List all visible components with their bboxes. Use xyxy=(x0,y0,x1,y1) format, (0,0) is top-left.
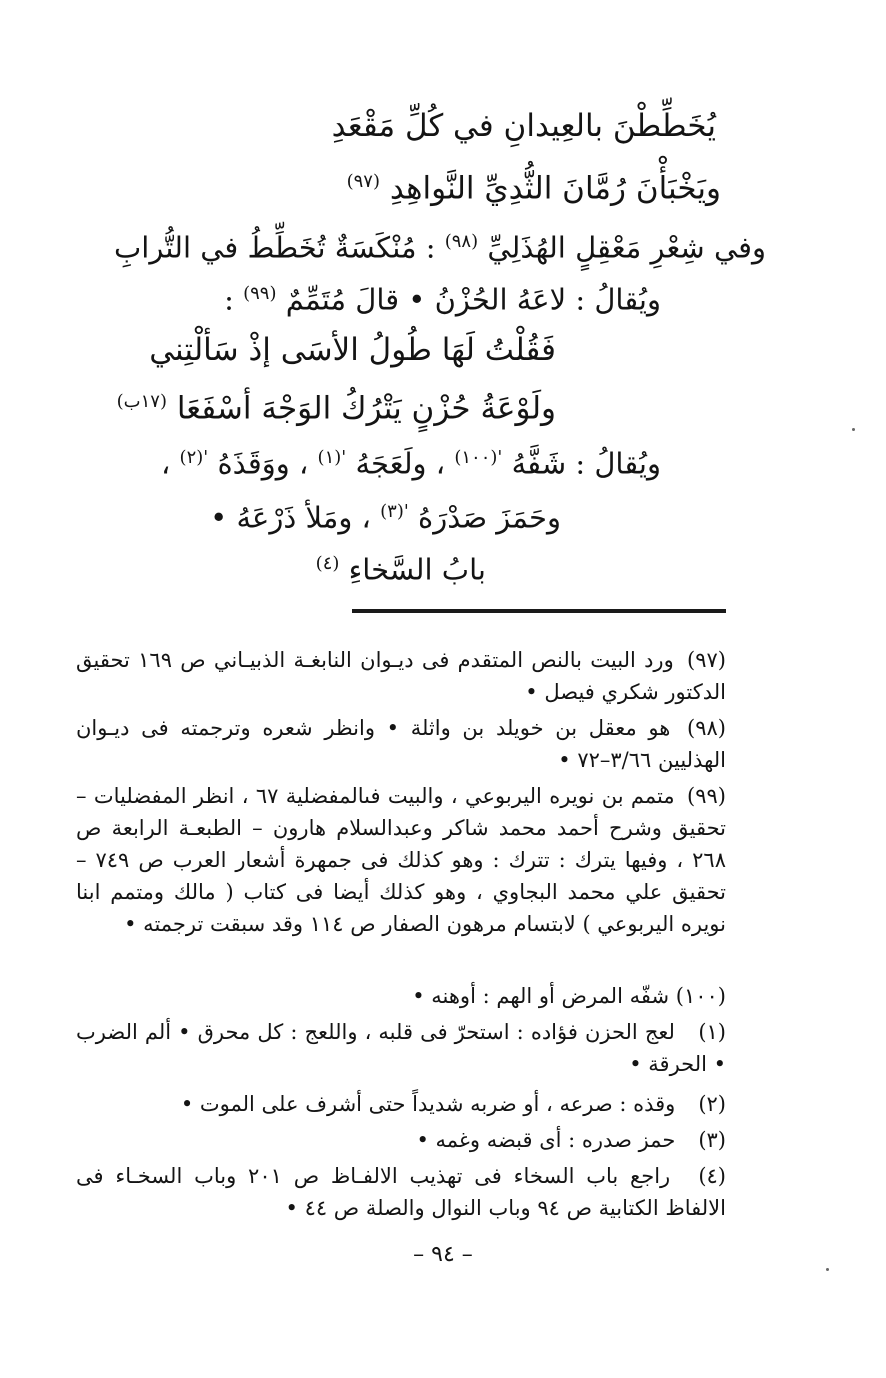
verse-text: ، xyxy=(160,446,171,481)
verse-text: : مُنْكَسَةٌ تُخَطِّطُ في التُّرابِ xyxy=(114,230,436,265)
page-number: – ٩٤ – xyxy=(413,1242,473,1267)
footnote-ref: (٩٨) xyxy=(444,231,479,252)
footnote-ref: (١٧ب) xyxy=(116,391,167,412)
footnote-ref: (٤) xyxy=(315,553,340,574)
scan-speck xyxy=(852,428,855,431)
verse-line-2 xyxy=(347,160,721,210)
verse-text: وحَمَزَ صَدْرَهُ xyxy=(418,500,561,535)
verse-text: يُخَطِّطْنَ بالعِيدانِ في كُلِّ مَقْعَدِ xyxy=(331,108,716,144)
footnote-number: (١٠٠) xyxy=(675,984,726,1008)
footnote-text: لعج الحزن فؤاده : استحرّ فى قلبه ، واللعج : كل محرق • ألم الضرب • الحرقة • xyxy=(76,1020,726,1076)
footnote-number: (٩٧) xyxy=(687,648,726,672)
footnote-ref: (٩٧) xyxy=(346,171,380,192)
footnote-number: (١) xyxy=(698,1020,726,1044)
verse-text: ، ولَعَجَهُ xyxy=(355,446,446,481)
verse-line-6 xyxy=(117,380,556,430)
verse-text: ويُقالُ : شَفَّهُ xyxy=(511,446,661,481)
verse-text: : xyxy=(224,282,234,317)
footnote-number: (٣) xyxy=(698,1128,726,1152)
footnote-text: راجع باب السخاء فى تهذيب الالفـاظ ص ٢٠١ وباب السخـاء فى الالفاظ الكتابية ص ٩٤ وباب النوال والصلة ص ٤٤ • xyxy=(76,1164,726,1220)
verse-text: ويَخْبَأْنَ رُمَّانَ الثُّدِيِّ النَّواهِدِ xyxy=(389,170,721,207)
verse-line-1 xyxy=(332,104,716,148)
footnote-text: هو معقل بن خويلد بن واثلة • وانظر شعره وترجمته فى ديـوان الهذليين ٣/٦٦–٧٢ • xyxy=(76,716,726,772)
verse-text: ، ووَقَذَهُ xyxy=(217,446,309,481)
verse-text: ، ومَلأ ذَرْعَهُ • xyxy=(210,500,371,535)
footnote-1 xyxy=(76,1016,726,1080)
verse-line-3 xyxy=(114,220,766,270)
heading-text: بابُ السَّخاءِ xyxy=(348,552,486,587)
footnote-100 xyxy=(76,980,726,1012)
footnote-4 xyxy=(76,1160,726,1224)
verse-line-7 xyxy=(161,436,661,486)
footnote-ref: '(١٠٠) xyxy=(454,447,503,468)
footnote-3 xyxy=(76,1124,726,1156)
footnote-99 xyxy=(76,780,726,940)
scan-speck xyxy=(826,1268,829,1271)
footnote-ref: '(٣) xyxy=(380,501,409,522)
verse-text: ويُقالُ : لاعَهُ الحُزْنُ • قالَ مُتَمِّمٌ xyxy=(285,282,661,317)
verse-text: ولَوْعَةُ حُزْنٍ يَتْرُكُ الوَجْهَ أسْفَعَا xyxy=(176,390,556,427)
footnote-number: (٤) xyxy=(698,1164,726,1188)
footnote-separator xyxy=(352,609,726,613)
footnote-text: حمز صدره : أى قبضه وغمه • xyxy=(416,1128,676,1152)
verse-line-5 xyxy=(149,328,556,372)
footnote-98 xyxy=(76,712,726,776)
verse-text: وفي شِعْرِ مَعْقِلٍ الهُذَلِيِّ xyxy=(487,230,766,265)
footnote-ref: (٩٩) xyxy=(243,283,277,304)
section-heading xyxy=(316,542,486,592)
footnote-97 xyxy=(76,644,726,708)
footnote-text: ورد البيت بالنص المتقدم فى ديـوان النابغـة الذبيـاني ص ١٦٩ تحقيق الدكتور شكري فيصل • xyxy=(76,648,726,704)
verse-line-4 xyxy=(224,272,661,322)
footnote-ref: '(٢) xyxy=(179,447,209,468)
footnote-text: شفّه المرض أو الهم : أوهنه • xyxy=(412,984,670,1008)
footnote-ref: '(١) xyxy=(317,447,347,468)
footnote-2 xyxy=(76,1088,726,1120)
footnote-text: وقذه : صرعه ، أو ضربه شديداً حتى أشرف على الموت • xyxy=(180,1092,676,1116)
verse-line-8 xyxy=(210,490,561,540)
footnote-number: (٢) xyxy=(698,1092,726,1116)
footnote-text: متمم بن نويره اليربوعي ، والبيت فىالمفضلية ٦٧ ، انظر المفضليات – تحقيق وشرح أحمد محمد شاكر وعبدالسلام هارون – الطبعـة الرابعة ص ٢٦٨ ، وفيها يترك : تترك : وهو كذلك فى جمهرة أشعار العرب ص ٧٤٩ – تحقيق علي محمد البجاوي ، وهو كذلك أيضا فى كتاب ( مالك ومتمم ابنا نويره اليربوعي ) لابتسام مرهون الصفار ص ١١٤ وقد سبقت ترجمته • xyxy=(76,784,726,936)
footnote-number: (٩٨) xyxy=(687,716,726,740)
footnote-number: (٩٩) xyxy=(687,784,726,808)
verse-text: فَقُلْتُ لَهَا طُولُ الأسَى إذْ سَألْتِني xyxy=(149,332,556,368)
